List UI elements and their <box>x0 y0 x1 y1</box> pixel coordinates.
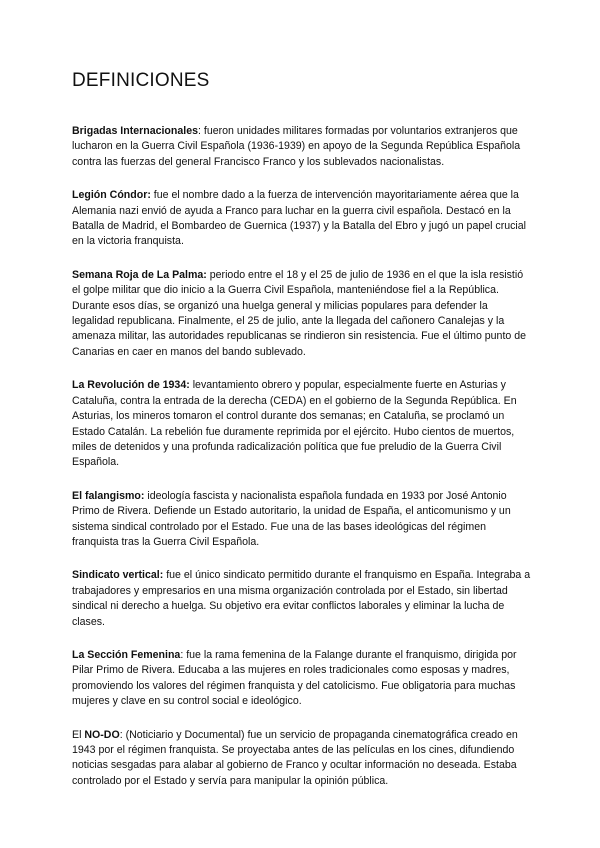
definition-term: Semana Roja de La Palma: <box>72 268 207 281</box>
page-title: DEFINICIONES <box>72 70 210 91</box>
definition-text: periodo entre el 18 y el 25 de julio de 1936 en el que la isla resistió el golpe militar que dio inicio a la Guerra Civil Española, manteniéndose fiel a la República. Durante esos días, se organizó una huelga general y milicias populares para defender la legalidad republicana. Finalmente, el 25 de julio, ante la llegada del cañonero Canalejas y la amenaza militar, las autoridades republicanas se rindieron sin resistencia. Fue el último punto de Canarias en caer en manos del bando sublevado. <box>72 268 527 358</box>
definition-prefix: El <box>72 728 85 741</box>
definition-text: : fue la rama femenina de la Falange durante el franquismo, dirigida por Pilar Primo de Rivera. Educaba a las mujeres en roles tradicionales como esposas y madres, promoviendo los valores del régimen franquista y del catolicismo. Fue obligatoria para muchas mujeres y clave en su control social e ideológico. <box>72 648 517 708</box>
definition-semana-roja-la-palma <box>72 268 532 360</box>
definition-term: El falangismo: <box>72 489 145 502</box>
definition-term: Legión Cóndor: <box>72 189 151 202</box>
definition-text: fue el único sindicato permitido durante el franquismo en España. Integraba a trabajadores y empresarios en una misma organización controlada por el Estado, sin libertad sindical ni derecho a huelga. Su objetivo era evitar conflictos laborales y eliminar la lucha de clases. <box>72 569 531 628</box>
definition-seccion-femenina <box>72 648 532 710</box>
definition-brigadas-internacionales <box>72 124 532 170</box>
definition-text: ideología fascista y nacionalista española fundada en 1933 por José Antonio Primo de Rivera. Defiende un Estado autoritario, la unidad de España, el anticomunismo y un sistema sindical controlado por el Estado. Fue una de las bases ideológicas del régimen franquista tras la Guerra Civil Española. <box>72 489 511 548</box>
definition-term: La Sección Femenina <box>72 648 181 661</box>
definition-text: : fueron unidades militares formadas por voluntarios extranjeros que lucharon en la Guerra Civil Española (1936-1939) en apoyo de la Segunda República Española contra las fuerzas del general Francisco Franco y los sublevados nacionalistas. <box>72 125 521 168</box>
definition-term: La Revolución de 1934: <box>72 379 190 392</box>
definition-falangismo <box>72 489 532 551</box>
definitions-list <box>72 124 532 807</box>
definition-revolucion-1934 <box>72 378 532 470</box>
definition-term: NO-DO <box>84 728 120 741</box>
definition-term: Sindicato vertical: <box>72 569 164 582</box>
definition-text: levantamiento obrero y popular, especialmente fuerte en Asturias y Cataluña, contra la entrada de la derecha (CEDA) en el gobierno de la Segunda República. En Asturias, los mineros tomaron el control durante dos semanas; en Cataluña, se proclamó un Estado Catalán. La rebelión fue duramente reprimida por el ejército. Hubo cientos de muertos, miles de detenidos y una profunda radicalización política que fue preludio de la Guerra Civil Española. <box>72 379 517 469</box>
definition-legion-condor <box>72 188 532 250</box>
definition-no-do <box>72 728 532 790</box>
definition-text: fue el nombre dado a la fuerza de intervención mayoritariamente aérea que la Alemania nazi envió de ayuda a Franco para luchar en la guerra civil española. Destacó en la Batalla de Madrid, el Bombardeo de Guernica (1937) y la Batalla del Ebro y jugó un papel crucial en la victoria franquista. <box>72 189 527 248</box>
definition-term: Brigadas Internacionales <box>72 125 198 137</box>
definition-text: : (Noticiario y Documental) fue un servicio de propaganda cinematográfica creado en 1943 por el régimen franquista. Se proyectaba antes de las películas en los cines, difundiendo noticias sesgadas para alabar al gobierno de Franco y ocultar información no deseada. Estaba controlado por el Estado y servía para manipular la opinión pública. <box>72 728 518 787</box>
definition-sindicato-vertical <box>72 568 532 630</box>
